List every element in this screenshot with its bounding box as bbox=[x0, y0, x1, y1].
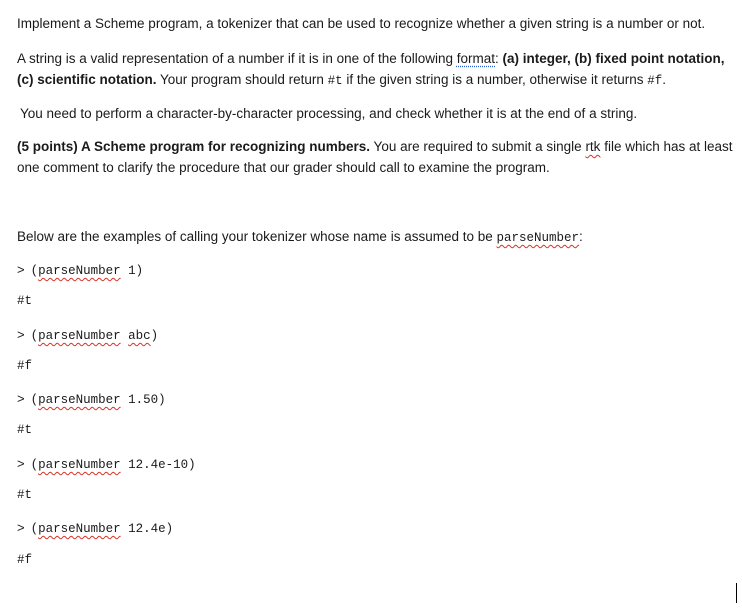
example-result: #t bbox=[17, 488, 33, 502]
example-call bbox=[17, 326, 158, 345]
close-paren: ) bbox=[150, 329, 159, 343]
scientific-notation-bold: (c) scientific notation. bbox=[17, 72, 157, 87]
processing-paragraph: You need to perform a character-by-character processing, and check whether it is at the end of a string. bbox=[20, 106, 638, 121]
example-call bbox=[17, 261, 143, 280]
open-paren: ( bbox=[30, 522, 39, 536]
call-function-name: parseNumber bbox=[38, 458, 121, 472]
open-paren: ( bbox=[30, 393, 39, 407]
open-paren: ( bbox=[30, 264, 39, 278]
example-result: #t bbox=[17, 423, 33, 437]
false-literal: #f bbox=[647, 74, 663, 88]
format-word: format bbox=[456, 51, 496, 66]
prompt-symbol: > bbox=[17, 456, 25, 471]
points-paragraph-line1: (5 points) A Scheme program for recognizing numbers. You are required to submit a single rtk file which has at least bbox=[17, 139, 733, 154]
call-argument: abc bbox=[128, 329, 151, 343]
intro-text: Implement a Scheme program, a tokenizer that can be used to recognize whether a given string is a number or not. bbox=[17, 16, 706, 31]
open-paren: ( bbox=[30, 458, 39, 472]
intro-paragraph bbox=[17, 13, 705, 34]
prompt-symbol: > bbox=[17, 262, 25, 277]
call-argument: 12.4e-10 bbox=[128, 458, 189, 472]
close-paren: ) bbox=[158, 393, 166, 407]
example-result: #f bbox=[17, 553, 33, 567]
call-argument: 1 bbox=[128, 264, 136, 278]
open-paren: ( bbox=[30, 329, 39, 343]
points-heading: (5 points) A Scheme program for recognizing numbers. bbox=[17, 139, 371, 154]
example-result: #f bbox=[17, 359, 33, 373]
text-cursor bbox=[736, 583, 737, 603]
rule-paragraph-line2: (c) scientific notation. Your program should return #t if the given string is a number, otherwise it returns #f. bbox=[17, 72, 667, 88]
close-paren: ) bbox=[165, 522, 174, 536]
close-paren: ) bbox=[188, 458, 196, 472]
rule-paragraph-line1: A string is a valid representation of a number if it is in one of the following format: (a) integer, (b) fixed point notation, bbox=[17, 51, 725, 66]
function-name: parseNumber bbox=[496, 231, 580, 245]
prompt-symbol: > bbox=[17, 520, 25, 535]
call-function-name: parseNumber bbox=[38, 522, 121, 536]
prompt-symbol: > bbox=[17, 327, 25, 342]
true-literal: #t bbox=[327, 74, 343, 88]
call-argument: 1.50 bbox=[128, 393, 159, 407]
prompt-symbol: > bbox=[17, 391, 25, 406]
example-call bbox=[17, 455, 196, 474]
call-function-name: parseNumber bbox=[38, 393, 121, 407]
call-function-name: parseNumber bbox=[38, 264, 121, 278]
close-paren: ) bbox=[135, 264, 144, 278]
call-argument: 12.4e bbox=[128, 522, 166, 536]
example-result: #t bbox=[17, 294, 33, 308]
points-paragraph-line2: one comment to clarify the procedure that our grader should call to examine the program. bbox=[17, 160, 550, 175]
example-call bbox=[17, 390, 166, 409]
example-call bbox=[17, 519, 173, 538]
call-function-name: parseNumber bbox=[38, 329, 121, 343]
rtk-word: rtk bbox=[585, 139, 601, 154]
examples-intro: Below are the examples of calling your tokenizer whose name is assumed to be parseNumber: bbox=[17, 229, 583, 245]
rule-types-bold: (a) integer, (b) fixed point notation, bbox=[502, 51, 725, 66]
